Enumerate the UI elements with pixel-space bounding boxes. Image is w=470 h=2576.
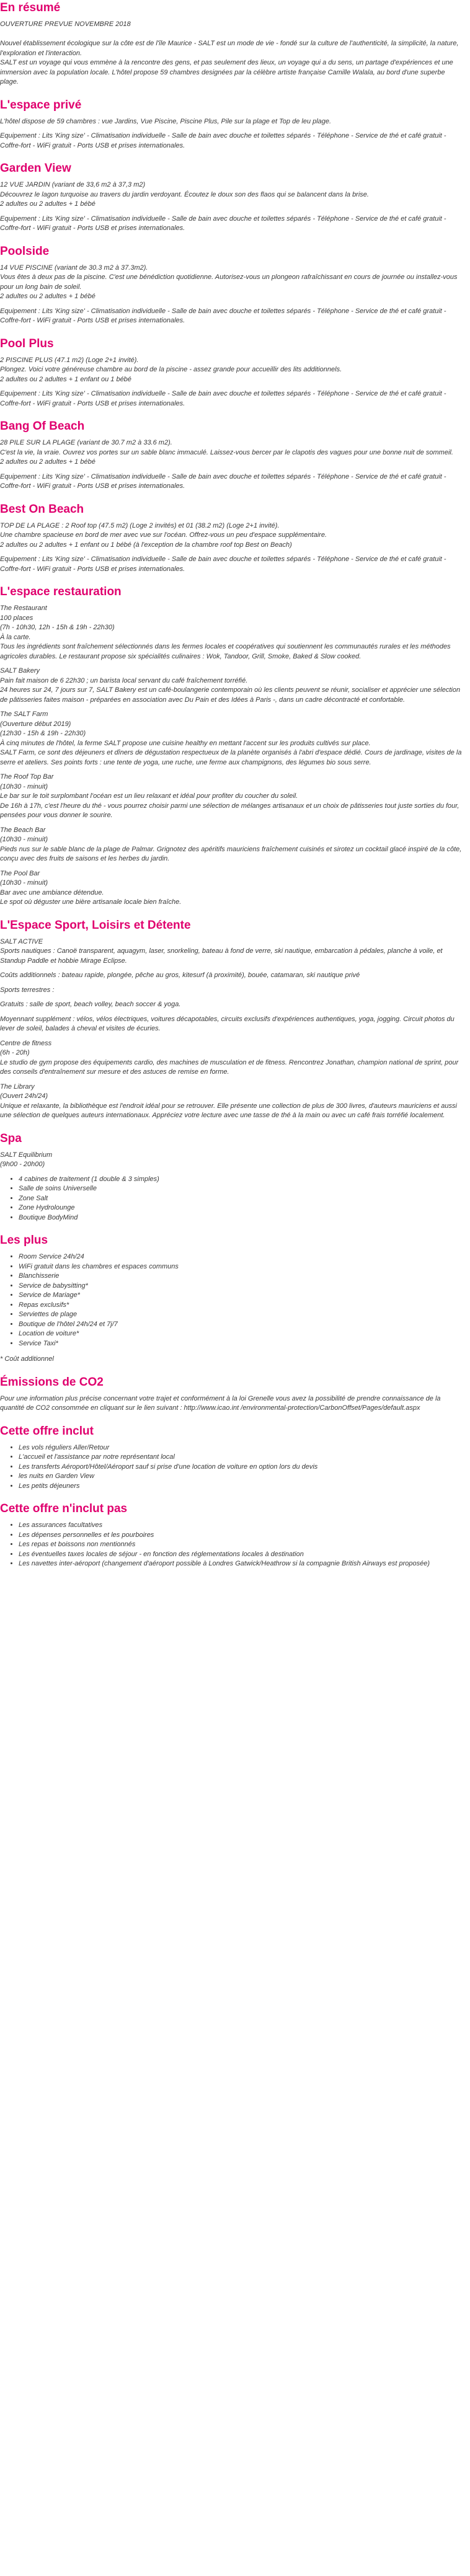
venue-name: The Restaurant xyxy=(0,604,47,612)
venue-hours: (10h30 - minuit) xyxy=(0,782,48,790)
page xyxy=(0,1,470,1588)
section-title-espace-prive: L'espace privé xyxy=(0,98,82,112)
list-item: • Les assurances facultatives xyxy=(19,1521,465,1531)
list-item: • Room Service 24h/24 xyxy=(19,1252,465,1262)
venue-text: Le bar sur le toit surplombant l'océan est un lieu relaxant et idéal pour profiter du coucher du soleil. xyxy=(0,792,298,800)
resume-paragraph: Nouvel établissement écologique sur la côte est de l'île Maurice - SALT est un mode de vie - fondé sur la culture de l'authenticité, la simplicité, la nature, l'exploration et l'interaction. xyxy=(0,40,459,57)
list-item: • Les vols réguliers Aller/Retour xyxy=(19,1443,465,1453)
list-item: • Boutique BodyMind xyxy=(19,1213,465,1223)
sport-block xyxy=(0,1015,465,1034)
opening-date: OUVERTURE PREVUE NOVEMBRE 2018 xyxy=(0,20,131,28)
spa-name: SALT Equilibrium xyxy=(0,1151,53,1159)
section-title-resume: En résumé xyxy=(0,1,61,14)
room-size: TOP DE LA PLAGE : 2 Roof top (47.5 m2) (Loge 2 invités) et 01 (38.2 m2) (Loge 2+1 invité). xyxy=(0,521,280,529)
venue-text: De 16h à 17h, c'est l'heure du thé - vous pourrez choisir parmi une sélection de mélanges artisanaux et un choix de pâtisseries tout juste sorties du four, pensées pour vous donner le sourire. xyxy=(0,802,459,819)
room-title: Best On Beach xyxy=(0,502,84,516)
room-description xyxy=(0,521,465,551)
restaurant-block xyxy=(0,772,465,821)
room-size: 14 VUE PISCINE (variant de 30.3 m2 à 37.3m2). xyxy=(0,263,148,272)
sport-block xyxy=(0,1082,465,1121)
venue-hours: (10h30 - minuit) xyxy=(0,836,48,843)
venue-text: Pain fait maison de 6 22h30 ; un barista local servant du café fraîchement torréfié. xyxy=(0,676,248,684)
spa-intro xyxy=(0,1151,465,1170)
sport-block xyxy=(0,971,465,981)
rooms-overview: L'hôtel dispose de 59 chambres : vue Jardins, Vue Piscine, Piscine Plus, Pile sur la plage et Top de leu plage. xyxy=(0,117,332,125)
room-text: Vous êtes à deux pas de la piscine. C'est une bénédiction quotidienne. Autorisez-vous un plongeon rafraîchissant en cours de journée ou installez-vous pour un long bain de soleil. xyxy=(0,273,458,291)
venue-hours: (12h30 - 15h & 19h - 22h30) xyxy=(0,730,86,737)
activity-text: Le studio de gym propose des équipements cardio, des machines de musculation et de fitness. Rencontrez Jonathan, champion national de sprint, pour des conseils d'entraînement sur mesure et des astuces de remise en forme. xyxy=(0,1058,459,1076)
list-item: • Boutique de l'hôtel 24h/24 et 7j/7 xyxy=(19,1320,465,1330)
list-item: • Repas exclusifs* xyxy=(19,1301,465,1311)
venue-text: À cinq minutes de l'hôtel, la ferme SALT propose une cuisine healthy en mettant l'accent sur les produits cultivés sur place. xyxy=(0,739,371,747)
inclus-list xyxy=(0,1443,465,1492)
venue-text: SALT Farm, ce sont des déjeuners et dîners de dégustation respectueux de la planète organisés à l'abri d'espace dédié. Cours de jardinage, visites de la serre et ateliers. Ses points forts : une tente de yoga, une ruche, une ferme aux champignons, des légumes bio sous serre. xyxy=(0,749,462,766)
venue-name: The Beach Bar xyxy=(0,826,46,834)
room-occupancy: 2 adultes ou 2 adultes + 1 enfant ou 1 bébé xyxy=(0,375,131,383)
sport-block xyxy=(0,937,465,967)
activity-text: Unique et relaxante, la bibliothèque est l'endroit idéal pour se retrouver. Elle présente une collection de plus de 300 livres, d'auteurs mauriciens et aussi une sélection de quelques auteurs internationaux. Appréciez votre lecture avec une tasse de thé à la main ou avec un café frais torréfié localement. xyxy=(0,1102,457,1119)
list-item: • Les dépenses personnelles et les pourboires xyxy=(19,1531,465,1541)
venue-hours: (10h30 - minuit) xyxy=(0,879,48,887)
activity-text: Moyennant supplément : vélos, vélos électriques, voitures décapotables, circuits exclusifs d'expériences authentiques, yoga, jogging. Circuit photos du lever de soleil, balades à cheval et visites de écuries. xyxy=(0,1015,454,1032)
list-item: • Les éventuelles taxes locales de séjour - en fonction des réglementations locales à destination xyxy=(19,1550,465,1560)
list-item: • Les repas et boissons non mentionnés xyxy=(19,1540,465,1550)
room-equipment: Equipement : Lits 'King size' - Climatisation individuelle - Salle de bain avec douche et toilettes séparés - Téléphone - Service de thé et café gratuit - Coffre-fort - WiFi gratuit - Ports USB et prises internationales. xyxy=(0,472,446,490)
room-text: Plongez. Voici votre généreuse chambre au bord de la piscine - assez grande pour accueillir des lits additionnels. xyxy=(0,366,342,373)
venue-capacity: 100 places xyxy=(0,614,33,622)
room-description xyxy=(0,263,465,302)
activity-text: Sports nautiques : Canoë transparent, aquagym, laser, snorkeling, bateau à fond de verre, ski nautique, embarcation à pédales, planche à voile, et Standup Paddle et hobbie Mirage Eclipse. xyxy=(0,947,443,965)
room-size: 2 PISCINE PLUS (47.1 m2) (Loge 2+1 invité). xyxy=(0,356,139,364)
co2-text: Pour une information plus précise concernant votre trajet et conformément à la loi Grenelle vous avez la possibilité de prendre connaissance de la quantité de CO2 consommée en cliquant sur le lien suivant : http://www.icao.int /environmental-protection/CarbonOffset/Pages/default.aspx xyxy=(0,1394,441,1412)
room-size: 28 PILE SUR LA PLAGE (variant de 30.7 m2 à 33.6 m2). xyxy=(0,439,172,446)
list-item: • WiFi gratuit dans les chambres et espaces communs xyxy=(19,1262,465,1272)
venue-name: SALT Bakery xyxy=(0,667,40,675)
restaurant-block xyxy=(0,666,465,705)
venue-name: The Pool Bar xyxy=(0,869,40,877)
list-item: • Serviettes de plage xyxy=(19,1310,465,1320)
room-title: Garden View xyxy=(0,162,71,175)
room-size: 12 VUE JARDIN (variant de 33,6 m2 à 37,3 m2) xyxy=(0,181,146,188)
restaurant-block xyxy=(0,826,465,864)
rooms-equipment: Equipement : Lits 'King size' - Climatisation individuelle - Salle de bain avec douche et toilettes séparés - Téléphone - Service de thé et café gratuit - Coffre-fort - WiFi gratuit - Ports USB et prises internationales. xyxy=(0,132,446,149)
additional-cost-note: * Coût additionnel xyxy=(0,1355,54,1363)
section-title-exclus: Cette offre n'inclut pas xyxy=(0,1502,128,1515)
list-item: • Location de voiture* xyxy=(19,1329,465,1339)
room-description xyxy=(0,438,465,467)
room-text: Découvrez le lagon turquoise au travers du jardin verdoyant. Écoutez le doux son des flaos qui se balancent dans la brise. xyxy=(0,190,369,198)
sport-block xyxy=(0,986,465,996)
activity-hours: (Ouvert 24h/24) xyxy=(0,1092,48,1100)
restaurant-block xyxy=(0,604,465,662)
venue-text: Le spot où déguster une bière artisanale locale bien fraîche. xyxy=(0,898,182,906)
spa-list xyxy=(0,1175,465,1223)
spa-hours: (9h00 - 20h00) xyxy=(0,1161,45,1168)
room-equipment: Equipement : Lits 'King size' - Climatisation individuelle - Salle de bain avec douche et toilettes séparés - Téléphone - Service de thé et café gratuit - Coffre-fort - WiFi gratuit - Ports USB et prises internationales. xyxy=(0,215,446,232)
exclus-list xyxy=(0,1521,465,1569)
venue-text: 24 heures sur 24, 7 jours sur 7, SALT Bakery est un café-boulangerie contemporain où les clients peuvent se réunir, socialiser et apprécier une sélection de pâtisseries faites maison - préparées en association avec Du Pain et des Idées à Paris -, dans un cadre décontracté et confortable. xyxy=(0,686,461,704)
list-item: • Les transferts Aéroport/Hôtel/Aéroport sauf si prise d'une location de voiture en option lors du devis xyxy=(19,1463,465,1472)
activity-hours: (6h - 20h) xyxy=(0,1049,30,1056)
list-item: • Zone Hydrolounge xyxy=(19,1203,465,1213)
resume-paragraph: SALT est un voyage qui vous emmène à la rencontre des gens, et pas seulement des lieux, un voyage qui a du sens, un partage d'expériences et une immersion avec la population locale. L'hôtel propose 59 chambres designées par la célèbre artiste française Camille Walala, au bord d'une superbe plage. xyxy=(0,59,453,86)
activity-text: Coûts additionnels : bateau rapide, plongée, pêche au gros, kitesurf (à proximité), bouée, catamaran, ski nautique privé xyxy=(0,972,360,979)
room-equipment: Equipement : Lits 'King size' - Climatisation individuelle - Salle de bain avec douche et toilettes séparés - Téléphone - Service de thé et café gratuit - Coffre-fort - WiFi gratuit - Ports USB et prises internationales. xyxy=(0,307,446,324)
list-item: • Blanchisserie xyxy=(19,1272,465,1281)
room-occupancy: 2 adultes ou 2 adultes + 1 bébé xyxy=(0,458,95,466)
section-title-restauration: L'espace restauration xyxy=(0,585,122,598)
room-text: Une chambre spacieuse en bord de mer avec vue sur l'océan. Offrez-vous un peu d'espace supplémentaire. xyxy=(0,531,327,539)
list-item: • Les navettes inter-aéroport (changement d'aéroport possible à Londres Gatwick/Heathrow si la compagnie British Airways est proposée) xyxy=(19,1559,465,1569)
sport-block xyxy=(0,1000,465,1010)
venue-text: À la carte. xyxy=(0,633,31,641)
venue-text: Tous les ingrédients sont fraîchement sélectionnés dans les fermes locales et coopératives qui soutiennent les communautés rurales et les méthodes agricoles durables. Le restaurant propose six spécialités culinaires : Wok, Tandoor, Grill, Smoke, Baked & Slow cooked. xyxy=(0,643,451,660)
room-occupancy: 2 adultes ou 2 adultes + 1 enfant ou 1 bébé (à l'exception de la chambre roof top Best on Beach) xyxy=(0,541,292,549)
room-description xyxy=(0,180,465,210)
restaurant-block xyxy=(0,710,465,768)
room-occupancy: 2 adultes ou 2 adultes + 1 bébé xyxy=(0,200,95,208)
activity-text: Sports terrestres : xyxy=(0,986,55,994)
room-description xyxy=(0,356,465,385)
list-item: • Les petits déjeuners xyxy=(19,1482,465,1492)
list-item: • les nuits en Garden View xyxy=(19,1472,465,1482)
venue-text: Bar avec une ambiance détendue. xyxy=(0,888,104,896)
activity-heading: SALT ACTIVE xyxy=(0,937,43,945)
list-item: • Service Taxi* xyxy=(19,1339,465,1349)
section-title-inclus: Cette offre inclut xyxy=(0,1424,94,1438)
list-item: • L'accueil et l'assistance par notre représentant local xyxy=(19,1453,465,1463)
room-equipment: Equipement : Lits 'King size' - Climatisation individuelle - Salle de bain avec douche et toilettes séparés - Téléphone - Service de thé et café gratuit - Coffre-fort - WiFi gratuit - Ports USB et prises internationales. xyxy=(0,390,446,407)
room-title: Pool Plus xyxy=(0,337,54,350)
venue-name: The Roof Top Bar xyxy=(0,773,54,781)
plus-list xyxy=(0,1252,465,1348)
venue-text: (Ouverture début 2019) xyxy=(0,720,71,728)
room-equipment: Equipement : Lits 'King size' - Climatisation individuelle - Salle de bain avec douche et toilettes séparés - Téléphone - Service de thé et café gratuit - Coffre-fort - WiFi gratuit - Ports USB et prises internationales. xyxy=(0,555,446,573)
list-item: • Service de Mariage* xyxy=(19,1291,465,1301)
section-title-co2: Émissions de CO2 xyxy=(0,1375,104,1389)
list-item: • Zone Salt xyxy=(19,1194,465,1204)
venue-hours: (7h - 10h30, 12h - 15h & 19h - 22h30) xyxy=(0,624,115,631)
activity-heading: Centre de fitness xyxy=(0,1039,52,1047)
venue-text: Pieds nus sur le sable blanc de la plage de Palmar. Grignotez des apéritifs mauriciens fraîchement cuisinés et sirotez un cocktail glacé inspiré de la côte, conçu avec des fruits de saisons et les herbes du jardin. xyxy=(0,845,462,862)
activity-text: Gratuits : salle de sport, beach volley, beach soccer & yoga. xyxy=(0,1001,181,1008)
list-item: • Salle de soins Universelle xyxy=(19,1184,465,1194)
room-occupancy: 2 adultes ou 2 adultes + 1 bébé xyxy=(0,293,95,300)
room-title: Poolside xyxy=(0,244,50,258)
resume-block xyxy=(0,20,465,87)
spacer-line xyxy=(0,30,465,40)
section-title-plus: Les plus xyxy=(0,1234,48,1247)
section-title-spa: Spa xyxy=(0,1131,22,1145)
restaurant-block xyxy=(0,869,465,908)
venue-name: The SALT Farm xyxy=(0,710,48,718)
list-item: • 4 cabines de traitement (1 double & 3 simples) xyxy=(19,1175,465,1185)
sport-block xyxy=(0,1039,465,1078)
room-title: Bang Of Beach xyxy=(0,420,85,433)
section-title-sport: L'Espace Sport, Loisirs et Détente xyxy=(0,918,191,932)
room-text: C'est la vie, la vraie. Ouvrez vos portes sur un sable blanc immaculé. Laissez-vous bercer par le clapotis des vagues pour une bonne nuit de sommeil. xyxy=(0,448,453,456)
activity-heading: The Library xyxy=(0,1082,35,1091)
list-item: • Service de babysitting* xyxy=(19,1281,465,1291)
